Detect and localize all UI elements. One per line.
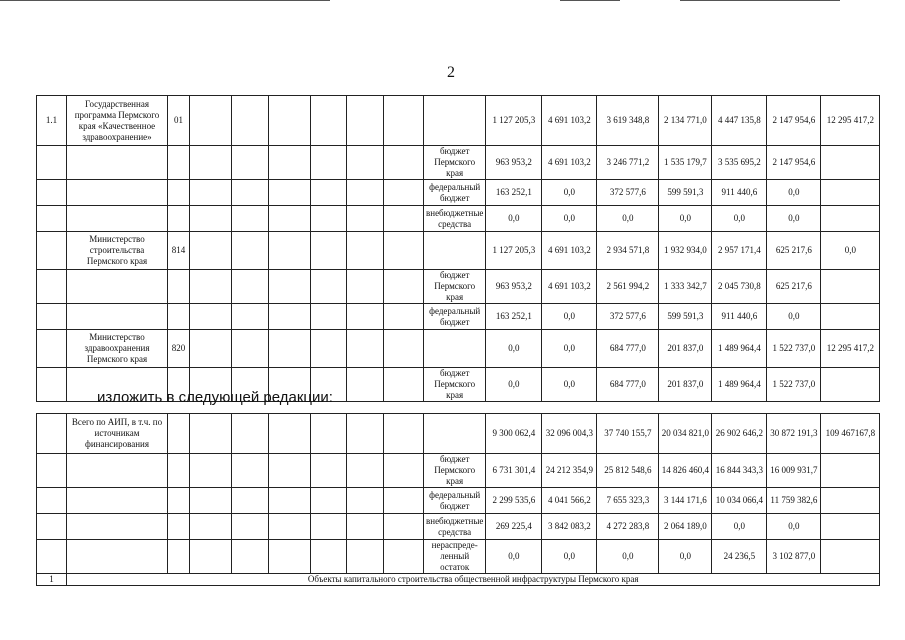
value-cell: 1 932 934,0 <box>659 232 712 270</box>
empty-cell <box>347 270 384 304</box>
source-cell: нераспреде-ленный остаток <box>424 540 486 574</box>
empty-cell <box>384 304 424 330</box>
value-cell: 3 246 771,2 <box>597 146 659 180</box>
empty-cell <box>311 304 347 330</box>
value-cell: 1 535 179,7 <box>659 146 712 180</box>
source-cell: бюджет Пермского края <box>424 368 486 402</box>
value-cell: 0,0 <box>542 330 597 368</box>
value-cell: 4 041 566,2 <box>542 488 597 514</box>
empty-cell <box>232 270 269 304</box>
value-cell: 3 144 171,6 <box>659 488 712 514</box>
value-cell: 911 440,6 <box>712 180 767 206</box>
empty-cell <box>311 206 347 232</box>
empty-cell <box>311 96 347 146</box>
row-number-cell <box>37 454 67 488</box>
value-cell: 269 225,4 <box>486 514 542 540</box>
source-cell: бюджет Пермского края <box>424 454 486 488</box>
empty-cell <box>347 206 384 232</box>
value-cell: 372 577,6 <box>597 180 659 206</box>
value-cell: 14 826 460,4 <box>659 454 712 488</box>
empty-cell <box>190 414 232 454</box>
table-row <box>37 232 880 270</box>
row-number-cell <box>37 232 67 270</box>
name-cell: Всего по АИП, в т.ч. по источникам финансирования <box>67 414 168 454</box>
value-cell: 0,0 <box>542 180 597 206</box>
value-cell <box>821 270 880 304</box>
empty-cell <box>347 414 384 454</box>
table-row <box>37 304 880 330</box>
old-version-table <box>36 95 880 402</box>
empty-cell <box>347 232 384 270</box>
row-number-cell <box>37 330 67 368</box>
empty-cell <box>269 330 311 368</box>
value-cell: 0,0 <box>767 180 821 206</box>
value-cell: 625 217,6 <box>767 232 821 270</box>
value-cell: 0,0 <box>659 540 712 574</box>
code-cell <box>168 514 190 540</box>
source-cell <box>424 414 486 454</box>
name-cell <box>67 180 168 206</box>
empty-cell <box>190 540 232 574</box>
value-cell: 2 064 189,0 <box>659 514 712 540</box>
empty-cell <box>269 180 311 206</box>
row-number-cell <box>37 540 67 574</box>
empty-cell <box>232 206 269 232</box>
value-cell: 1 127 205,3 <box>486 232 542 270</box>
row-number-cell <box>37 206 67 232</box>
empty-cell <box>232 414 269 454</box>
value-cell: 1 489 964,4 <box>712 330 767 368</box>
empty-cell <box>384 488 424 514</box>
value-cell: 1 333 342,7 <box>659 270 712 304</box>
value-cell: 0,0 <box>542 304 597 330</box>
empty-cell <box>232 514 269 540</box>
value-cell: 2 934 571,8 <box>597 232 659 270</box>
value-cell <box>821 540 880 574</box>
name-cell <box>67 146 168 180</box>
value-cell <box>821 368 880 402</box>
value-cell: 3 535 695,2 <box>712 146 767 180</box>
empty-cell <box>347 304 384 330</box>
value-cell: 0,0 <box>767 206 821 232</box>
value-cell: 963 953,2 <box>486 146 542 180</box>
empty-cell <box>311 180 347 206</box>
value-cell: 24 236,5 <box>712 540 767 574</box>
value-cell: 3 102 877,0 <box>767 540 821 574</box>
row-number-cell <box>37 368 67 402</box>
code-cell <box>168 488 190 514</box>
value-cell: 4 447 135,8 <box>712 96 767 146</box>
empty-cell <box>311 514 347 540</box>
empty-cell <box>232 180 269 206</box>
empty-cell <box>190 146 232 180</box>
empty-cell <box>311 330 347 368</box>
empty-cell <box>269 206 311 232</box>
empty-cell <box>232 232 269 270</box>
code-cell: 820 <box>168 330 190 368</box>
value-cell: 0,0 <box>767 304 821 330</box>
value-cell: 2 957 171,4 <box>712 232 767 270</box>
code-cell <box>168 206 190 232</box>
source-cell: федеральный бюджет <box>424 488 486 514</box>
empty-cell <box>232 330 269 368</box>
value-cell: 2 561 994,2 <box>597 270 659 304</box>
value-cell: 684 777,0 <box>597 368 659 402</box>
empty-cell <box>190 514 232 540</box>
empty-cell <box>347 488 384 514</box>
value-cell <box>821 146 880 180</box>
source-cell: внебюджетные средства <box>424 514 486 540</box>
value-cell: 372 577,6 <box>597 304 659 330</box>
empty-cell <box>384 368 424 402</box>
value-cell: 4 272 283,8 <box>597 514 659 540</box>
empty-cell <box>269 540 311 574</box>
value-cell: 1 522 737,0 <box>767 368 821 402</box>
section-heading: изложить в следующей редакции: <box>97 389 333 406</box>
value-cell: 4 691 103,2 <box>542 146 597 180</box>
value-cell: 9 300 062,4 <box>486 414 542 454</box>
value-cell: 1 127 205,3 <box>486 96 542 146</box>
source-cell: федеральный бюджет <box>424 304 486 330</box>
empty-cell <box>269 96 311 146</box>
row-number-cell: 1.1 <box>37 96 67 146</box>
table-row <box>37 414 880 454</box>
value-cell: 109 467167,8 <box>821 414 880 454</box>
value-cell: 0,0 <box>597 206 659 232</box>
row-number-cell <box>37 146 67 180</box>
source-cell: бюджет Пермского края <box>424 270 486 304</box>
empty-cell <box>384 206 424 232</box>
value-cell: 30 872 191,3 <box>767 414 821 454</box>
empty-cell <box>311 488 347 514</box>
value-cell: 12 295 417,2 <box>821 96 880 146</box>
name-cell <box>67 304 168 330</box>
empty-cell <box>347 454 384 488</box>
empty-cell <box>269 488 311 514</box>
table-row <box>37 270 880 304</box>
value-cell: 3 842 083,2 <box>542 514 597 540</box>
value-cell: 11 759 382,6 <box>767 488 821 514</box>
name-cell: Министерство строительства Пермского края <box>67 232 168 270</box>
empty-cell <box>232 454 269 488</box>
empty-cell <box>190 270 232 304</box>
value-cell: 0,0 <box>712 206 767 232</box>
value-cell: 2 147 954,6 <box>767 96 821 146</box>
value-cell <box>821 304 880 330</box>
value-cell: 963 953,2 <box>486 270 542 304</box>
row-number-cell <box>37 304 67 330</box>
empty-cell <box>190 304 232 330</box>
empty-cell <box>384 232 424 270</box>
empty-cell <box>384 146 424 180</box>
value-cell: 201 837,0 <box>659 368 712 402</box>
source-cell <box>424 232 486 270</box>
name-cell <box>67 540 168 574</box>
row-number-cell <box>37 414 67 454</box>
empty-cell <box>232 488 269 514</box>
empty-cell <box>269 146 311 180</box>
value-cell: 2 134 771,0 <box>659 96 712 146</box>
table-row <box>37 206 880 232</box>
empty-cell <box>384 270 424 304</box>
value-cell: 1 522 737,0 <box>767 330 821 368</box>
empty-cell <box>347 368 384 402</box>
value-cell: 2 045 730,8 <box>712 270 767 304</box>
source-cell <box>424 96 486 146</box>
value-cell: 10 034 066,4 <box>712 488 767 514</box>
value-cell: 0,0 <box>486 368 542 402</box>
table-row <box>37 180 880 206</box>
value-cell: 37 740 155,7 <box>597 414 659 454</box>
code-cell <box>168 414 190 454</box>
value-cell: 2 147 954,6 <box>767 146 821 180</box>
empty-cell <box>232 304 269 330</box>
code-cell <box>168 540 190 574</box>
value-cell: 0,0 <box>821 232 880 270</box>
empty-cell <box>269 454 311 488</box>
value-cell: 0,0 <box>597 540 659 574</box>
value-cell: 4 691 103,2 <box>542 232 597 270</box>
empty-cell <box>384 454 424 488</box>
empty-cell <box>311 414 347 454</box>
page-number: 2 <box>447 64 455 81</box>
empty-cell <box>269 232 311 270</box>
value-cell: 599 591,3 <box>659 180 712 206</box>
name-cell <box>67 270 168 304</box>
empty-cell <box>347 96 384 146</box>
value-cell: 599 591,3 <box>659 304 712 330</box>
code-cell <box>168 180 190 206</box>
value-cell: 2 299 535,6 <box>486 488 542 514</box>
table-row <box>37 574 880 586</box>
empty-cell <box>190 206 232 232</box>
top-edge-line <box>560 0 620 1</box>
value-cell: 0,0 <box>659 206 712 232</box>
empty-cell <box>232 146 269 180</box>
name-cell <box>67 206 168 232</box>
code-cell <box>168 146 190 180</box>
value-cell <box>821 514 880 540</box>
value-cell: 4 691 103,2 <box>542 270 597 304</box>
name-cell: Государственная программа Пермского края «Качественное здравоохранение» <box>67 96 168 146</box>
empty-cell <box>269 514 311 540</box>
code-cell: 814 <box>168 232 190 270</box>
value-cell: 0,0 <box>542 206 597 232</box>
value-cell: 0,0 <box>486 330 542 368</box>
value-cell: 16 844 343,3 <box>712 454 767 488</box>
value-cell: 26 902 646,2 <box>712 414 767 454</box>
value-cell: 684 777,0 <box>597 330 659 368</box>
new-version-table <box>36 413 880 586</box>
empty-cell <box>347 330 384 368</box>
name-cell: Министерство здравоохранения Пермского края <box>67 330 168 368</box>
value-cell <box>821 180 880 206</box>
empty-cell <box>384 180 424 206</box>
empty-cell <box>190 454 232 488</box>
empty-cell <box>269 414 311 454</box>
value-cell: 24 212 354,9 <box>542 454 597 488</box>
source-cell: бюджет Пермского края <box>424 146 486 180</box>
empty-cell <box>190 488 232 514</box>
row-number-cell <box>37 488 67 514</box>
value-cell: 16 009 931,7 <box>767 454 821 488</box>
row-number-cell <box>37 180 67 206</box>
empty-cell <box>190 180 232 206</box>
value-cell: 0,0 <box>542 540 597 574</box>
name-cell <box>67 514 168 540</box>
empty-cell <box>384 540 424 574</box>
value-cell: 3 619 348,8 <box>597 96 659 146</box>
source-cell: внебюджетные средства <box>424 206 486 232</box>
source-cell <box>424 330 486 368</box>
row-number-cell: 1 <box>37 574 67 586</box>
value-cell: 4 691 103,2 <box>542 96 597 146</box>
empty-cell <box>311 454 347 488</box>
empty-cell <box>347 180 384 206</box>
empty-cell <box>232 96 269 146</box>
value-cell: 6 731 301,4 <box>486 454 542 488</box>
empty-cell <box>232 540 269 574</box>
code-cell <box>168 270 190 304</box>
table-row <box>37 454 880 488</box>
value-cell: 201 837,0 <box>659 330 712 368</box>
value-cell: 25 812 548,6 <box>597 454 659 488</box>
value-cell: 20 034 821,0 <box>659 414 712 454</box>
empty-cell <box>269 270 311 304</box>
empty-cell <box>384 514 424 540</box>
code-cell <box>168 304 190 330</box>
empty-cell <box>190 96 232 146</box>
value-cell: 0,0 <box>712 514 767 540</box>
empty-cell <box>347 514 384 540</box>
value-cell <box>821 454 880 488</box>
table-row <box>37 488 880 514</box>
empty-cell <box>311 270 347 304</box>
empty-cell <box>311 540 347 574</box>
empty-cell <box>311 232 347 270</box>
table-row <box>37 330 880 368</box>
value-cell: 32 096 004,3 <box>542 414 597 454</box>
table-row <box>37 146 880 180</box>
empty-cell <box>311 146 347 180</box>
value-cell: 0,0 <box>542 368 597 402</box>
name-cell <box>67 488 168 514</box>
top-edge-line <box>0 0 330 1</box>
value-cell: 1 489 964,4 <box>712 368 767 402</box>
row-number-cell <box>37 270 67 304</box>
empty-cell <box>384 330 424 368</box>
code-cell <box>168 454 190 488</box>
value-cell: 911 440,6 <box>712 304 767 330</box>
row-number-cell <box>37 514 67 540</box>
code-cell: 01 <box>168 96 190 146</box>
table-row <box>37 540 880 574</box>
value-cell: 0,0 <box>486 206 542 232</box>
value-cell: 625 217,6 <box>767 270 821 304</box>
value-cell: 12 295 417,2 <box>821 330 880 368</box>
empty-cell <box>384 96 424 146</box>
empty-cell <box>190 232 232 270</box>
empty-cell <box>269 304 311 330</box>
empty-cell <box>384 414 424 454</box>
source-cell: федеральный бюджет <box>424 180 486 206</box>
value-cell: 163 252,1 <box>486 304 542 330</box>
value-cell: 163 252,1 <box>486 180 542 206</box>
name-cell <box>67 454 168 488</box>
value-cell <box>821 488 880 514</box>
section-title-cell: Объекты капитального строительства общественной инфраструктуры Пермского края <box>67 574 880 586</box>
value-cell: 0,0 <box>486 540 542 574</box>
empty-cell <box>190 330 232 368</box>
value-cell: 0,0 <box>767 514 821 540</box>
empty-cell <box>347 146 384 180</box>
table-row <box>37 514 880 540</box>
empty-cell <box>347 540 384 574</box>
top-edge-line <box>680 0 840 1</box>
table-row <box>37 96 880 146</box>
value-cell <box>821 206 880 232</box>
value-cell: 7 655 323,3 <box>597 488 659 514</box>
